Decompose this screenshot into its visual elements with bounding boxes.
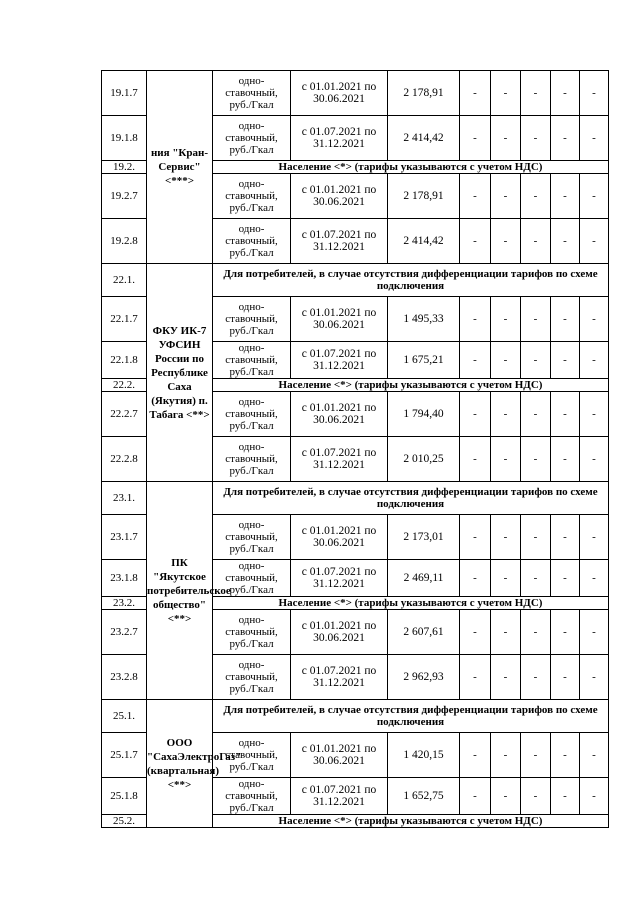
tariff-value: 2 607,61 [388, 610, 460, 655]
empty-value: - [460, 733, 491, 778]
tariff-value: 1 675,21 [388, 342, 460, 379]
period: с 01.01.2021 по 30.06.2021 [291, 610, 388, 655]
tariff-value: 2 962,93 [388, 655, 460, 700]
empty-value: - [580, 219, 609, 264]
tariff-type: одно-ставочный, руб./Гкал [213, 219, 291, 264]
tariff-type: одно-ставочный, руб./Гкал [213, 116, 291, 161]
tariff-type: одно-ставочный, руб./Гкал [213, 342, 291, 379]
tariff-value: 2 469,11 [388, 560, 460, 597]
empty-value: - [551, 71, 580, 116]
empty-value: - [521, 560, 551, 597]
empty-value: - [521, 733, 551, 778]
period: с 01.01.2021 по 30.06.2021 [291, 515, 388, 560]
empty-value: - [521, 116, 551, 161]
empty-value: - [460, 655, 491, 700]
row-code: 19.2. [102, 161, 147, 174]
tariff-type: одно-ставочный, руб./Гкал [213, 392, 291, 437]
empty-value: - [521, 610, 551, 655]
empty-value: - [580, 733, 609, 778]
empty-value: - [491, 392, 521, 437]
organization-name: ООО "СахаЭлектроГаз" (квартальная) <**> [147, 700, 213, 828]
organization-name: ПК "Якутское потребительское общество" <**> [147, 482, 213, 700]
row-code: 22.1.8 [102, 342, 147, 379]
tariff-type: одно-ставочный, руб./Гкал [213, 560, 291, 597]
row-code: 22.2. [102, 379, 147, 392]
table-row [102, 264, 609, 297]
row-code: 25.1. [102, 700, 147, 733]
empty-value: - [551, 655, 580, 700]
row-code: 19.1.8 [102, 116, 147, 161]
empty-value: - [551, 392, 580, 437]
tariff-type: одно-ставочный, руб./Гкал [213, 437, 291, 482]
organization-name: ния "Кран-Сервис" <***> [147, 71, 213, 264]
empty-value: - [491, 174, 521, 219]
empty-value: - [551, 219, 580, 264]
empty-value: - [521, 219, 551, 264]
empty-value: - [551, 733, 580, 778]
row-code: 22.2.8 [102, 437, 147, 482]
empty-value: - [460, 219, 491, 264]
row-code: 22.1.7 [102, 297, 147, 342]
empty-value: - [521, 342, 551, 379]
row-code: 23.1. [102, 482, 147, 515]
section-title: Для потребителей, в случае отсутствия дифференциации тарифов по схеме подключения [213, 482, 609, 515]
empty-value: - [521, 778, 551, 815]
empty-value: - [491, 297, 521, 342]
section-title: Для потребителей, в случае отсутствия дифференциации тарифов по схеме подключения [213, 700, 609, 733]
empty-value: - [491, 560, 521, 597]
empty-value: - [460, 71, 491, 116]
row-code: 23.2.8 [102, 655, 147, 700]
empty-value: - [460, 610, 491, 655]
period: с 01.01.2021 по 30.06.2021 [291, 174, 388, 219]
empty-value: - [551, 116, 580, 161]
tariff-value: 1 495,33 [388, 297, 460, 342]
empty-value: - [460, 342, 491, 379]
table-row [102, 71, 609, 116]
empty-value: - [491, 778, 521, 815]
empty-value: - [521, 392, 551, 437]
empty-value: - [491, 71, 521, 116]
row-code: 22.1. [102, 264, 147, 297]
empty-value: - [521, 655, 551, 700]
period: с 01.07.2021 по 31.12.2021 [291, 778, 388, 815]
period: с 01.01.2021 по 30.06.2021 [291, 71, 388, 116]
empty-value: - [491, 733, 521, 778]
empty-value: - [580, 71, 609, 116]
empty-value: - [580, 778, 609, 815]
table-row [102, 482, 609, 515]
empty-value: - [580, 116, 609, 161]
section-title: Население <*> (тарифы указываются с учетом НДС) [213, 597, 609, 610]
tariff-type: одно-ставочный, руб./Гкал [213, 778, 291, 815]
period: с 01.01.2021 по 30.06.2021 [291, 297, 388, 342]
section-title: Население <*> (тарифы указываются с учетом НДС) [213, 815, 609, 828]
row-code: 23.1.8 [102, 560, 147, 597]
period: с 01.07.2021 по 31.12.2021 [291, 116, 388, 161]
table-row [102, 700, 609, 733]
table-body [102, 71, 609, 828]
empty-value: - [580, 515, 609, 560]
empty-value: - [551, 610, 580, 655]
empty-value: - [551, 297, 580, 342]
empty-value: - [491, 116, 521, 161]
empty-value: - [580, 560, 609, 597]
tariff-type: одно-ставочный, руб./Гкал [213, 733, 291, 778]
empty-value: - [580, 392, 609, 437]
row-code: 23.1.7 [102, 515, 147, 560]
empty-value: - [580, 437, 609, 482]
period: с 01.07.2021 по 31.12.2021 [291, 437, 388, 482]
tariff-type: одно-ставочный, руб./Гкал [213, 297, 291, 342]
tariff-value: 1 652,75 [388, 778, 460, 815]
empty-value: - [460, 297, 491, 342]
empty-value: - [491, 437, 521, 482]
tariff-type: одно-ставочный, руб./Гкал [213, 174, 291, 219]
empty-value: - [551, 342, 580, 379]
empty-value: - [521, 437, 551, 482]
empty-value: - [460, 560, 491, 597]
empty-value: - [460, 116, 491, 161]
organization-name: ФКУ ИК-7 УФСИН России по Республике Саха (Якутия) п. Табага <**> [147, 264, 213, 482]
period: с 01.07.2021 по 31.12.2021 [291, 655, 388, 700]
empty-value: - [460, 437, 491, 482]
row-code: 23.2. [102, 597, 147, 610]
tariff-value: 2 178,91 [388, 71, 460, 116]
empty-value: - [580, 342, 609, 379]
empty-value: - [580, 610, 609, 655]
empty-value: - [521, 297, 551, 342]
section-title: Население <*> (тарифы указываются с учетом НДС) [213, 161, 609, 174]
empty-value: - [551, 560, 580, 597]
section-title: Население <*> (тарифы указываются с учетом НДС) [213, 379, 609, 392]
empty-value: - [551, 437, 580, 482]
empty-value: - [521, 174, 551, 219]
empty-value: - [491, 610, 521, 655]
row-code: 25.1.8 [102, 778, 147, 815]
empty-value: - [460, 392, 491, 437]
tariff-value: 1 420,15 [388, 733, 460, 778]
row-code: 23.2.7 [102, 610, 147, 655]
empty-value: - [580, 174, 609, 219]
empty-value: - [460, 515, 491, 560]
tariff-table [101, 70, 609, 828]
empty-value: - [551, 174, 580, 219]
row-code: 22.2.7 [102, 392, 147, 437]
tariff-type: одно-ставочный, руб./Гкал [213, 610, 291, 655]
tariff-value: 1 794,40 [388, 392, 460, 437]
empty-value: - [491, 655, 521, 700]
section-title: Для потребителей, в случае отсутствия дифференциации тарифов по схеме подключения [213, 264, 609, 297]
period: с 01.01.2021 по 30.06.2021 [291, 392, 388, 437]
period: с 01.07.2021 по 31.12.2021 [291, 560, 388, 597]
tariff-type: одно-ставочный, руб./Гкал [213, 655, 291, 700]
tariff-type: одно-ставочный, руб./Гкал [213, 515, 291, 560]
tariff-value: 2 178,91 [388, 174, 460, 219]
empty-value: - [460, 174, 491, 219]
tariff-type: одно-ставочный, руб./Гкал [213, 71, 291, 116]
row-code: 19.1.7 [102, 71, 147, 116]
period: с 01.01.2021 по 30.06.2021 [291, 733, 388, 778]
empty-value: - [521, 71, 551, 116]
empty-value: - [491, 342, 521, 379]
tariff-value: 2 010,25 [388, 437, 460, 482]
period: с 01.07.2021 по 31.12.2021 [291, 342, 388, 379]
row-code: 19.2.8 [102, 219, 147, 264]
empty-value: - [460, 778, 491, 815]
empty-value: - [580, 297, 609, 342]
tariff-value: 2 414,42 [388, 219, 460, 264]
empty-value: - [491, 515, 521, 560]
row-code: 19.2.7 [102, 174, 147, 219]
empty-value: - [551, 778, 580, 815]
empty-value: - [491, 219, 521, 264]
empty-value: - [521, 515, 551, 560]
empty-value: - [551, 515, 580, 560]
empty-value: - [580, 655, 609, 700]
tariff-value: 2 414,42 [388, 116, 460, 161]
row-code: 25.2. [102, 815, 147, 828]
row-code: 25.1.7 [102, 733, 147, 778]
period: с 01.07.2021 по 31.12.2021 [291, 219, 388, 264]
tariff-value: 2 173,01 [388, 515, 460, 560]
